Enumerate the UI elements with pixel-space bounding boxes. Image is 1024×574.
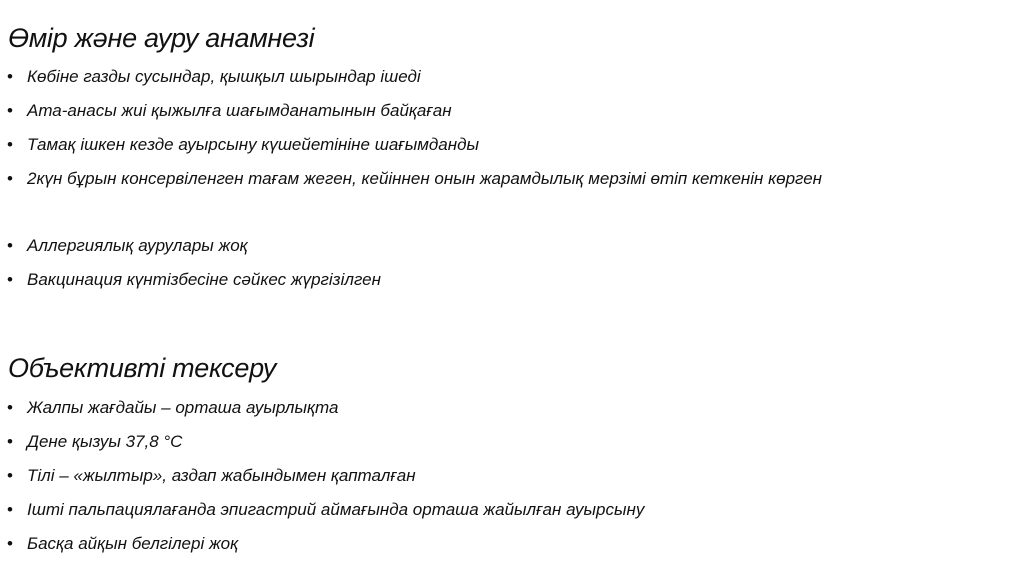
- list-item: [0, 499, 827, 521]
- list-item-text: Жалпы жағдайы – орташа ауырлықта: [27, 398, 339, 417]
- bullet-icon: •: [7, 169, 13, 188]
- bullet-icon: •: [7, 101, 13, 120]
- list-item: [0, 100, 827, 122]
- list-item: [0, 269, 827, 291]
- bullet-icon: •: [7, 67, 13, 86]
- bullet-icon: •: [7, 398, 13, 417]
- list-item: [0, 397, 827, 419]
- list-item-text: 2күн бұрын консервіленген тағам жеген, кейіннен онын жарамдылық мерзімі өтіп кеткенін көрген: [27, 169, 823, 188]
- anamnesis-list: [0, 66, 827, 303]
- list-item: [0, 66, 827, 88]
- list-item: [0, 134, 827, 156]
- list-item-text: Аллергиялық аурулары жоқ: [27, 236, 248, 255]
- bullet-icon: •: [7, 534, 13, 553]
- list-item-text: Вакцинация күнтізбесіне сәйкес жүргізілген: [27, 270, 381, 289]
- list-item-text: Тамақ ішкен кезде ауырсыну күшейетініне шағымданды: [27, 135, 479, 154]
- list-item: [0, 533, 827, 555]
- list-item-text: Тілі – «жылтыр», аздап жабындымен қапталған: [27, 466, 416, 485]
- bullet-icon: •: [7, 500, 13, 519]
- list-item-text: Ішті пальпациялағанда эпигастрий аймағында орташа жайылған ауырсыну: [27, 500, 645, 519]
- list-item-text: Көбіне газды сусындар, қышқыл шырындар ішеді: [27, 67, 421, 86]
- list-item: [0, 465, 827, 487]
- list-item: [0, 168, 827, 190]
- bullet-icon: •: [7, 466, 13, 485]
- section-title-examination: Объективті тексеру: [8, 353, 277, 383]
- bullet-icon: •: [7, 270, 13, 289]
- list-item-text: Дене қызуы 37,8 °С: [27, 432, 183, 451]
- list-item-text: Ата-анасы жиі қыжылға шағымданатынын байқаған: [27, 101, 452, 120]
- list-item: [0, 431, 827, 453]
- bullet-icon: •: [7, 236, 13, 255]
- bullet-icon: •: [7, 135, 13, 154]
- examination-list: [0, 397, 827, 567]
- list-item-text: Басқа айқын белгілері жоқ: [27, 534, 239, 553]
- bullet-icon: •: [7, 432, 13, 451]
- section-title-anamnesis: Өмір және ауру анамнезі: [8, 23, 315, 53]
- list-item: [0, 235, 827, 257]
